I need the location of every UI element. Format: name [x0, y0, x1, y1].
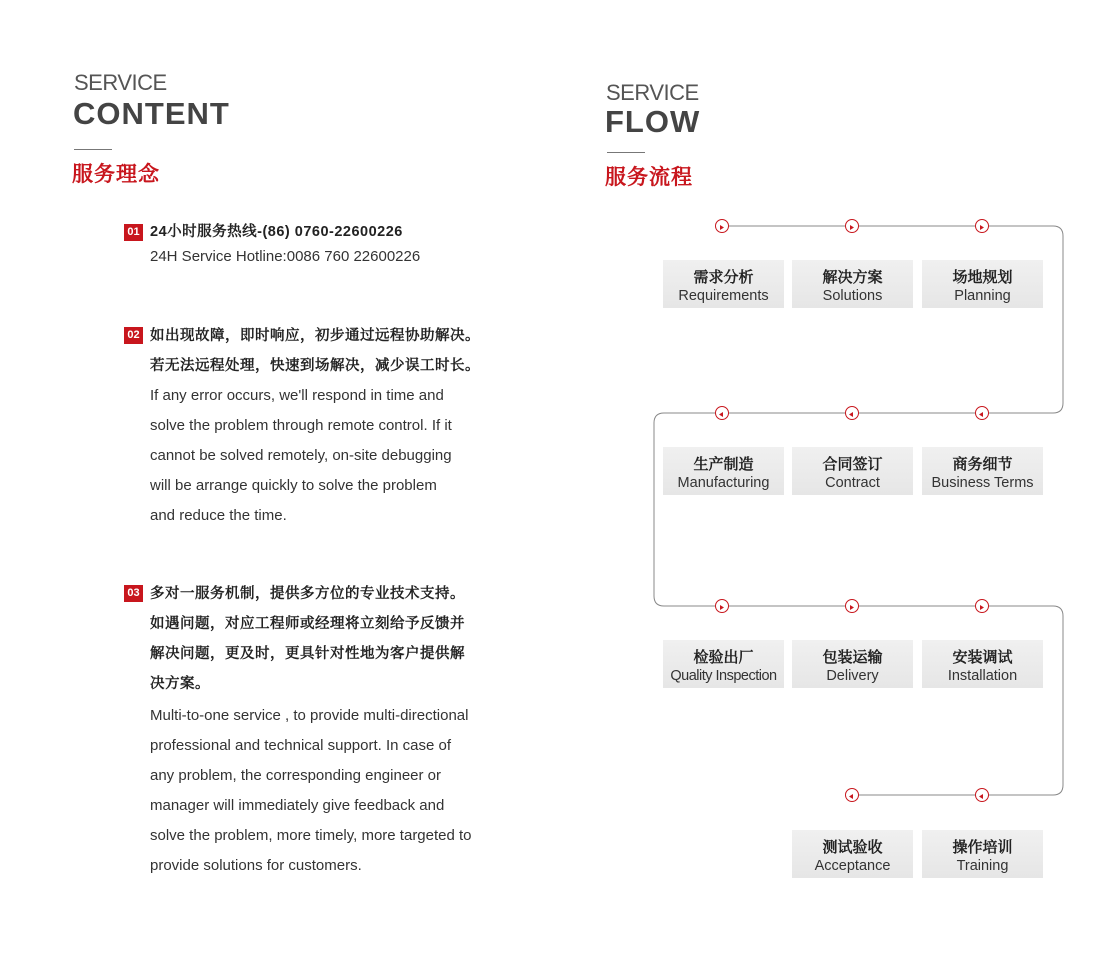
flow-step-installation	[922, 640, 1043, 688]
flow-label-small: SERVICE	[606, 80, 699, 105]
step-cn-label: 场地规划	[952, 269, 1013, 286]
content-label-small: SERVICE	[74, 70, 167, 95]
item-en-line: manager will immediately give feedback and	[150, 797, 445, 814]
step-cn-label: 包装运输	[822, 649, 883, 666]
flow-step-requirements	[663, 260, 784, 308]
step-cn-label: 操作培训	[952, 839, 1013, 856]
item-cn-line: 如遇问题，对应工程师或经理将立刻给予反馈并	[150, 616, 465, 632]
step-en-label: Quality Inspection	[670, 668, 777, 684]
step-cn-label: 安装调试	[952, 649, 1013, 666]
step-cn-label: 需求分析	[693, 269, 754, 286]
step-en-label: Contract	[825, 475, 880, 491]
flow-step-solutions	[792, 260, 913, 308]
flow-step-acceptance	[792, 830, 913, 878]
flow-connector-line	[654, 226, 1063, 795]
item-en-line: cannot be solved remotely, on-site debugging	[150, 447, 452, 464]
item-number-badge: 01	[124, 224, 143, 241]
item-number-badge: 02	[124, 327, 143, 344]
item-en-line: and reduce the time.	[150, 507, 287, 524]
step-en-label: Manufacturing	[677, 475, 770, 491]
item-cn-line: 决方案。	[150, 676, 210, 692]
step-cn-label: 生产制造	[693, 456, 754, 473]
item-en-line: If any error occurs, we'll respond in time and	[150, 387, 444, 404]
item-en-line: solve the problem through remote control. If it	[150, 417, 452, 434]
flow-step-business-terms	[922, 447, 1043, 495]
step-cn-label: 解决方案	[822, 269, 883, 286]
item-en-line: any problem, the corresponding engineer or	[150, 767, 442, 784]
item-number-badge: 03	[124, 585, 143, 602]
item-en-line: Multi-to-one service , to provide multi-directional	[150, 707, 469, 724]
flow-arrow-right-icon	[975, 219, 989, 233]
flow-arrow-left-icon	[845, 406, 859, 420]
flow-arrow-left-icon	[845, 788, 859, 802]
item-cn-line: 多对一服务机制，提供多方位的专业技术支持。	[150, 586, 465, 602]
item-cn-line: 解决问题，更及时，更具针对性地为客户提供解	[150, 646, 465, 662]
flow-label-big: FLOW	[605, 104, 701, 139]
item-en-line: 24H Service Hotline:0086 760 22600226	[150, 248, 421, 265]
step-en-label: Acceptance	[814, 858, 891, 874]
flow-step-quality-inspection	[663, 640, 784, 688]
item-en-line: professional and technical support. In case of	[150, 737, 452, 754]
step-en-label: Installation	[947, 668, 1018, 684]
flow-step-contract	[792, 447, 913, 495]
step-en-label: Training	[956, 858, 1009, 874]
step-en-label: Delivery	[826, 668, 879, 684]
flow-arrow-right-icon	[715, 599, 729, 613]
item-cn-line: 若无法远程处理，快速到场解决，减少误工时长。	[150, 358, 480, 374]
flow-step-delivery	[792, 640, 913, 688]
flow-arrow-right-icon	[845, 599, 859, 613]
flow-arrow-left-icon	[715, 406, 729, 420]
item-en-line: provide solutions for customers.	[150, 857, 362, 874]
item-cn-line: 24小时服务热线-(86) 0760-22600226	[150, 224, 403, 240]
flow-arrow-right-icon	[975, 599, 989, 613]
step-cn-label: 合同签订	[822, 456, 883, 473]
step-cn-label: 检验出厂	[693, 649, 754, 666]
item-en-line: solve the problem, more timely, more targeted to	[150, 827, 472, 844]
step-cn-label: 商务细节	[952, 456, 1013, 473]
flow-arrow-right-icon	[715, 219, 729, 233]
step-en-label: Planning	[954, 288, 1011, 304]
step-en-label: Solutions	[822, 288, 883, 304]
flow-title-cn: 服务流程	[605, 166, 693, 189]
flow-arrow-left-icon	[975, 406, 989, 420]
content-label-big: CONTENT	[73, 96, 230, 131]
item-cn-line: 如出现故障，即时响应，初步通过远程协助解决。	[150, 328, 480, 344]
step-cn-label: 测试验收	[822, 839, 883, 856]
item-en-line: will be arrange quickly to solve the problem	[150, 477, 437, 494]
step-en-label: Requirements	[678, 288, 769, 304]
flow-arrow-left-icon	[975, 788, 989, 802]
step-en-label: Business Terms	[931, 475, 1034, 491]
flow-step-manufacturing	[663, 447, 784, 495]
content-title-cn: 服务理念	[72, 163, 160, 186]
flow-step-planning	[922, 260, 1043, 308]
flow-arrow-right-icon	[845, 219, 859, 233]
flow-step-training	[922, 830, 1043, 878]
